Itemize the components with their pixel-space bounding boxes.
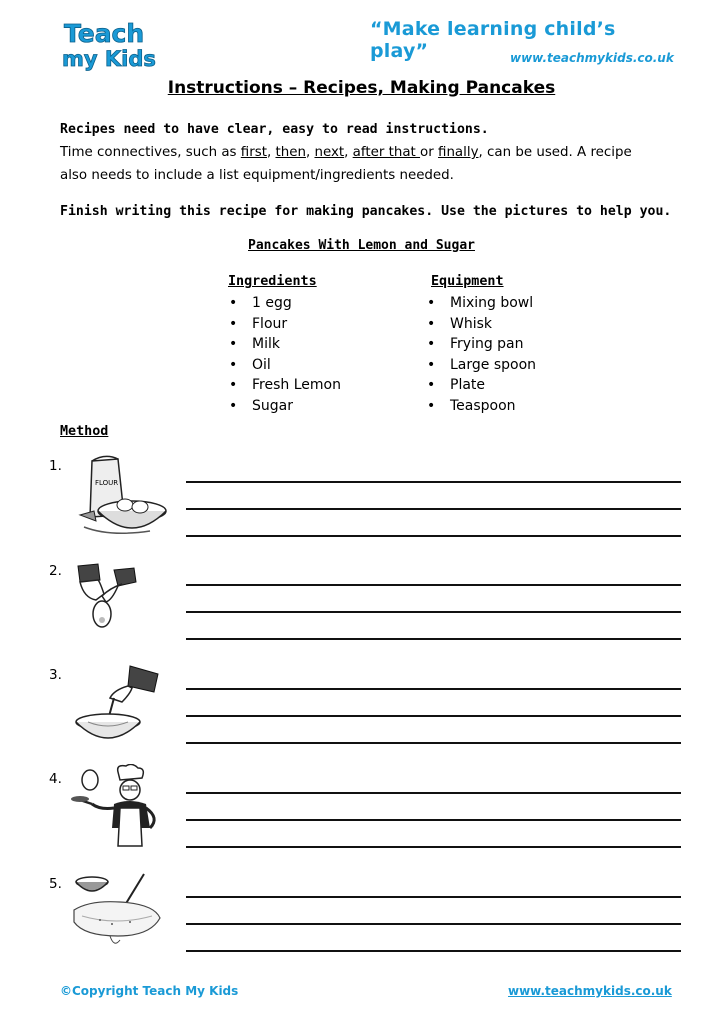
answer-line[interactable] — [186, 715, 681, 717]
equipment-heading: Equipment — [431, 274, 504, 289]
connective-after-that: after that — [352, 145, 421, 160]
ingredient-item: • Milk — [227, 334, 341, 355]
intro-line-3: also needs to include a list equipment/ingredients needed. — [60, 168, 454, 183]
equipment-item: • Frying pan — [425, 334, 536, 355]
ingredients-list — [227, 293, 341, 416]
footer-website-link[interactable]: www.teachmykids.co.uk — [508, 984, 672, 998]
ingredient-item: • Fresh Lemon — [227, 375, 341, 396]
copyright-notice: ©Copyright Teach My Kids — [60, 984, 239, 998]
header-website[interactable]: www.teachmykids.co.uk — [510, 51, 674, 65]
ingredient-item: • 1 egg — [227, 293, 341, 314]
answer-line[interactable] — [186, 819, 681, 821]
answer-line[interactable] — [186, 481, 681, 483]
step-number-3: 3. — [49, 667, 62, 683]
flour-and-bowl-illustration — [70, 453, 170, 537]
equipment-item: • Teaspoon — [425, 396, 536, 417]
lemon-and-sugar-illustration — [70, 870, 170, 950]
answer-line[interactable] — [186, 846, 681, 848]
whisking-illustration — [70, 662, 170, 742]
equipment-item: • Plate — [425, 375, 536, 396]
connective-next: next — [314, 145, 345, 160]
cracking-egg-illustration — [70, 560, 170, 640]
chef-flipping-pancake-illustration — [70, 764, 170, 854]
teach-my-kids-logo — [56, 16, 162, 74]
answer-line[interactable] — [186, 950, 681, 952]
step-number-1: 1. — [49, 458, 62, 474]
intro-line-1: Recipes need to have clear, easy to read instructions. — [60, 122, 489, 137]
answer-line[interactable] — [186, 584, 681, 586]
answer-line[interactable] — [186, 688, 681, 690]
task-instruction: Finish writing this recipe for making pancakes. Use the pictures to help you. — [60, 204, 672, 219]
answer-line[interactable] — [186, 508, 681, 510]
connective-finally: finally — [438, 145, 479, 160]
ingredients-heading: Ingredients — [228, 274, 317, 289]
svg-text:Teach: Teach — [64, 19, 145, 48]
answer-line[interactable] — [186, 611, 681, 613]
answer-line[interactable] — [186, 792, 681, 794]
answer-line[interactable] — [186, 535, 681, 537]
answer-line[interactable] — [186, 896, 681, 898]
equipment-item: • Whisk — [425, 314, 536, 335]
ingredient-item: • Sugar — [227, 396, 341, 417]
connective-then: then — [275, 145, 306, 160]
equipment-item: • Mixing bowl — [425, 293, 536, 314]
step-number-2: 2. — [49, 563, 62, 579]
answer-line[interactable] — [186, 742, 681, 744]
step-number-4: 4. — [49, 771, 62, 787]
intro-line-2: Time connectives, such as first, then, next, after that or finally, can be used. A recipe — [60, 145, 632, 160]
flour-bag-label: FLOUR — [95, 479, 119, 487]
step-number-5: 5. — [49, 876, 62, 892]
equipment-item: • Large spoon — [425, 355, 536, 376]
answer-line[interactable] — [186, 923, 681, 925]
svg-text:my Kids: my Kids — [62, 47, 156, 71]
page-title: Instructions – Recipes, Making Pancakes — [167, 78, 556, 98]
answer-line[interactable] — [186, 638, 681, 640]
slogan: “Make learning child’s play” — [370, 18, 616, 62]
connective-first: first — [240, 145, 267, 160]
equipment-list — [425, 293, 536, 416]
method-heading: Method — [60, 424, 109, 439]
recipe-title: Pancakes With Lemon and Sugar — [248, 238, 475, 253]
ingredient-item: • Oil — [227, 355, 341, 376]
ingredient-item: • Flour — [227, 314, 341, 335]
